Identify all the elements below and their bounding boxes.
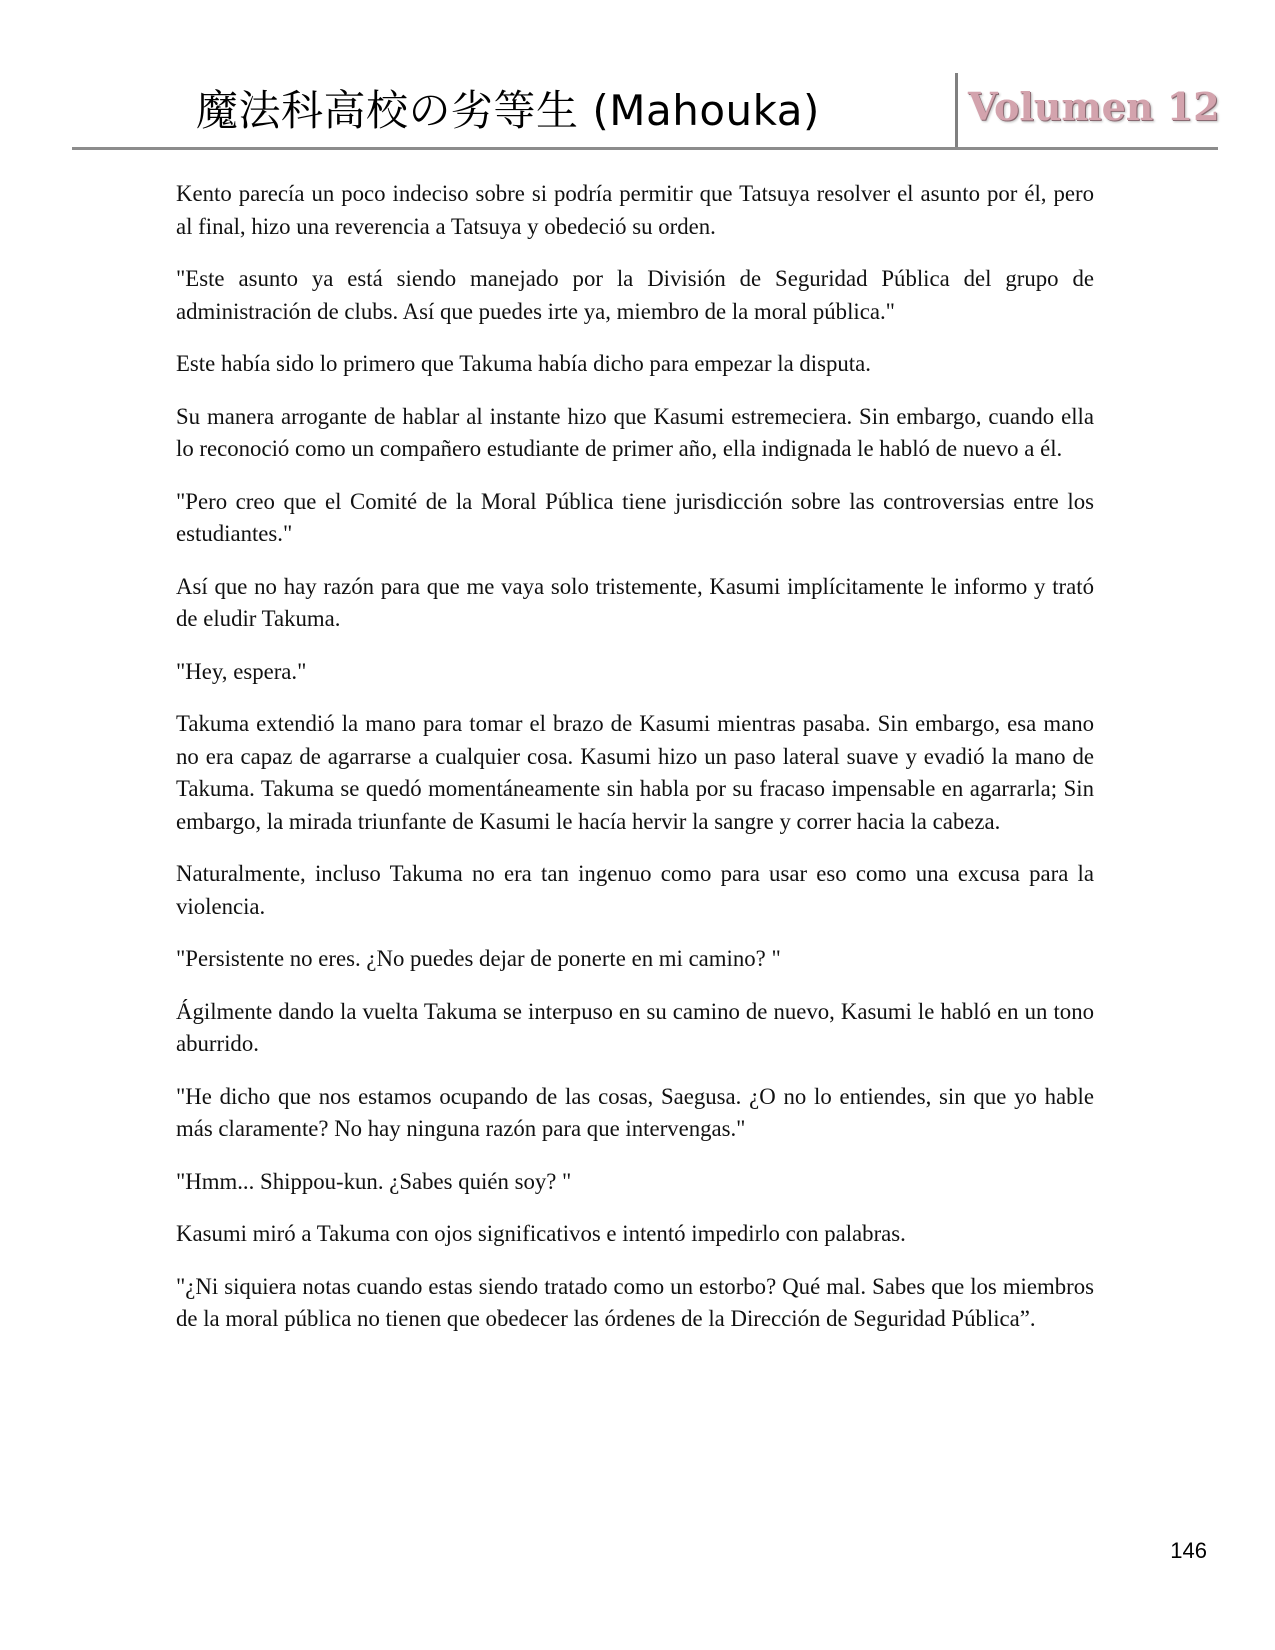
paragraph: Así que no hay razón para que me vaya solo tristemente, Kasumi implícitamente le informo y trató de eludir Takuma. (176, 573, 1094, 631)
header-rule (72, 147, 1218, 150)
paragraph: "¿Ni siquiera notas cuando estas siendo tratado como un estorbo? Qué mal. Sabes que los miembros de la moral pública no tienen que obedecer las órdenes de la Dirección de Seguridad Pública”. (176, 1273, 1094, 1331)
paragraph: Este había sido lo primero que Takuma había dicho para empezar la disputa. (176, 351, 871, 376)
paragraph: Kento parecía un poco indeciso sobre si podría permitir que Tatsuya resolver el asunto por él, pero al final, hizo una reverencia a Tatsuya y obedeció su orden. (176, 181, 1094, 239)
paragraph: Su manera arrogante de hablar al instante hizo que Kasumi estremeciera. Sin embargo, cuando ella lo reconoció como un compañero estudiante de primer año, ella indignada le habló de nuevo a él. (176, 403, 1094, 461)
paragraph: "Este asunto ya está siendo manejado por la División de Seguridad Pública del grupo de administración de clubs. Así que puedes irte ya, miembro de la moral pública." (176, 266, 1094, 324)
paragraph: "Persistente no eres. ¿No puedes dejar de ponerte en mi camino? " (176, 946, 781, 971)
page-number: 146 (1170, 1538, 1207, 1563)
volume-label: Volumen 12 (968, 84, 1220, 129)
paragraph: "Hey, espera." (176, 658, 307, 684)
paragraph: Naturalmente, incluso Takuma no era tan ingenuo como para usar eso como una excusa para la violencia. (176, 861, 1094, 919)
page-body (176, 178, 1094, 1356)
book-title: 魔法科高校の劣等生 (Mahouka) (196, 86, 820, 135)
paragraph: Takuma extendió la mano para tomar el brazo de Kasumi mientras pasaba. Sin embargo, esa mano no era capaz de agarrarse a cualquier cosa. Kasumi hizo un paso lateral suave y evadió la mano de Takuma. Takuma se quedó momentáneamente sin habla por su fracaso impensable en agarrarla; Sin embargo, la mirada triunfante de Kasumi le hacía hervir la sangre y correr hacia la cabeza. (176, 711, 1094, 834)
header-divider (955, 73, 958, 148)
paragraph: "He dicho que nos estamos ocupando de las cosas, Saegusa. ¿O no lo entiendes, sin que yo hable más claramente? No hay ninguna razón para que intervengas." (176, 1083, 1094, 1141)
paragraph: Ágilmente dando la vuelta Takuma se interpuso en su camino de nuevo, Kasumi le habló en un tono aburrido. (176, 998, 1094, 1056)
paragraph: "Pero creo que el Comité de la Moral Pública tiene jurisdicción sobre las controversias entre los estudiantes." (176, 488, 1094, 546)
paragraph: Kasumi miró a Takuma con ojos significativos e intentó impedirlo con palabras. (176, 1221, 906, 1246)
paragraph: "Hmm... Shippou-kun. ¿Sabes quién soy? " (176, 1168, 572, 1194)
